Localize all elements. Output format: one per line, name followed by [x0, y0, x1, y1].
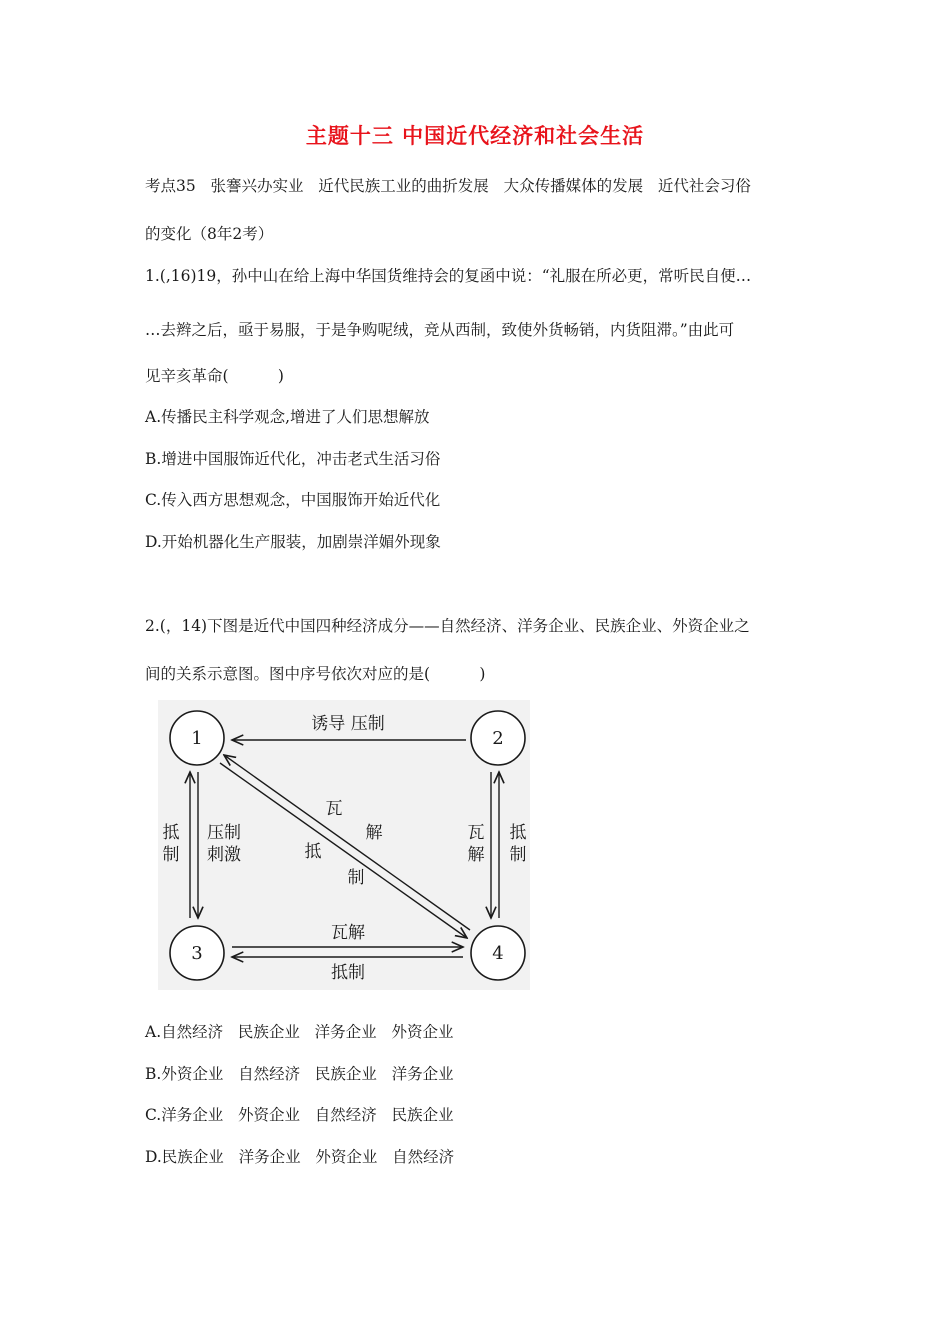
q1-stem-line3: 见辛亥革命( ): [145, 367, 284, 385]
q2-option-d: D.民族企业 洋务企业 外资企业 自然经济: [145, 1148, 455, 1166]
page-title: 主题十三 中国近代经济和社会生活: [305, 124, 645, 148]
label-diag-lower-1: 抵: [304, 842, 322, 862]
q1-stem-line2: …去辫之后，亟于易服，于是争购呢绒，竞从西制，致使外货畅销，内货阻滞。”由此可: [145, 321, 735, 339]
label-right-inner-2: 解: [467, 845, 485, 865]
q2-option-b: B.外资企业 自然经济 民族企业 洋务企业: [145, 1065, 454, 1083]
label-left-outer-2: 制: [162, 845, 180, 865]
svg-text:4: 4: [492, 943, 504, 964]
q1-option-a: A.传播民主科学观念,增进了人们思想解放: [145, 408, 430, 426]
q1-option-b: B.增进中国服饰近代化，冲击老式生活习俗: [145, 450, 441, 468]
q2-option-c: C.洋务企业 外资企业 自然经济 民族企业: [145, 1106, 454, 1124]
q2-option-a: A.自然经济 民族企业 洋务企业 外资企业: [145, 1023, 454, 1041]
label-left-outer-1: 抵: [162, 823, 180, 843]
node-1: [170, 711, 224, 765]
svg-text:1: 1: [191, 728, 203, 749]
label-left-inner-2: 刺激: [207, 845, 241, 865]
q2-stem-line1: 2.(，14)下图是近代中国四种经济成分——自然经济、洋务企业、民族企业、外资企业之: [145, 617, 750, 635]
q1-option-d: D.开始机器化生产服装，加剧崇洋媚外现象: [145, 533, 441, 551]
arrow-1-to-4: [220, 763, 467, 938]
node-3: [170, 926, 224, 980]
label-diag-lower-2: 制: [347, 868, 365, 888]
node-2: [471, 711, 525, 765]
label-diag-upper-1: 瓦: [325, 799, 343, 819]
svg-text:2: 2: [492, 728, 504, 749]
label-right-outer-1: 抵: [509, 823, 527, 843]
label-right-outer-2: 制: [509, 845, 527, 865]
label-right-inner-1: 瓦: [467, 823, 485, 843]
svg-text:3: 3: [191, 943, 203, 964]
node-4: [471, 926, 525, 980]
q1-option-c: C.传入西方思想观念，中国服饰开始近代化: [145, 491, 441, 509]
label-top: 诱导 压制: [311, 714, 385, 734]
section-heading-line2: 的变化（8年2考）: [145, 225, 274, 243]
q2-stem-line2: 间的关系示意图。图中序号依次对应的是( ): [145, 665, 486, 683]
q1-stem-line1: 1.(,16)19，孙中山在给上海中华国货维持会的复函中说：“礼服在所必更，常听民自便…: [145, 267, 752, 285]
label-left-inner-1: 压制: [207, 823, 241, 843]
arrow-4-to-1: [224, 755, 470, 930]
economy-relationship-diagram: [158, 700, 530, 990]
label-bottom-upper: 瓦解: [331, 923, 365, 943]
label-diag-upper-2: 解: [365, 823, 383, 843]
label-bottom-lower: 抵制: [331, 963, 365, 983]
section-heading-line1: 考点35 张謇兴办实业 近代民族工业的曲折发展 大众传播媒体的发展 近代社会习俗: [145, 177, 751, 195]
